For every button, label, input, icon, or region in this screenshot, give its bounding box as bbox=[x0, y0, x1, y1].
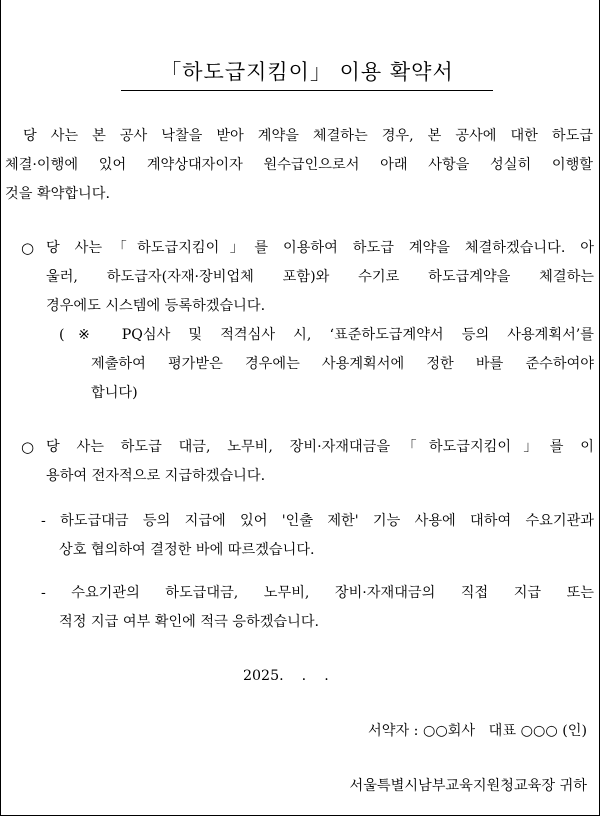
intro-line: 체결·이행에 있어 계약상대자이자 원수급인으로서 아래 사항을 성실히 이행할 bbox=[5, 157, 593, 173]
section2-line: 용하여 전자적으로 지급하겠습니다. bbox=[46, 468, 266, 484]
section1-note-line: (※ PQ심사 및 적격심사 시, ‘표준하도급계약서 등의 사용계획서’를 bbox=[59, 327, 594, 343]
section2-sub-line: - 하도급대금 등의 지급에 있어 '인출 제한' 기능 사용에 대하여 수요기관과 bbox=[41, 513, 594, 529]
section1-note-line: 제출하여 평가받은 경우에는 사용계획서에 정한 바를 준수하여야 bbox=[91, 356, 594, 372]
intro-line: 당 사는 본 공사 낙찰을 받아 계약을 체결하는 경우, 본 공사에 대한 하도급 bbox=[23, 128, 593, 144]
section1-line: 경우에도 시스템에 등록하겠습니다. bbox=[46, 298, 266, 314]
section2-sub-line: 적정 지급 여부 확인에 적극 응하겠습니다. bbox=[59, 614, 320, 630]
section2-sub-line: - 수요기관의 하도급대금, 노무비, 장비·자재대금의 직접 지급 또는 bbox=[41, 585, 594, 601]
section1-line: 울러, 하도급자(자재·장비업체 포함)와 수기로 하도급계약을 체결하는 bbox=[46, 269, 594, 285]
signer-line: 서약자 : ○○회사 대표 ○○○ (인) bbox=[368, 723, 587, 739]
section1-line: 당 사는「하도급지킴이」를 이용하여 하도급 계약을 체결하겠습니다. 아 bbox=[46, 240, 594, 256]
document-title: 「하도급지킴이」 이용 확약서 bbox=[121, 56, 493, 91]
intro-line: 것을 확약합니다. bbox=[5, 186, 110, 202]
recipient-line: 서울특별시남부교육지원청교육장 귀하 bbox=[349, 778, 587, 794]
section2-sub-line: 상호 협의하여 결정한 바에 따르겠습니다. bbox=[59, 542, 315, 558]
circle-bullet-icon: ○ bbox=[21, 239, 35, 257]
section2-line: 당 사는 하도급 대금, 노무비, 장비·자재대금을「하도급지킴이」를 이 bbox=[46, 439, 594, 455]
circle-bullet-icon: ○ bbox=[21, 438, 35, 456]
section1-note-line: 합니다) bbox=[91, 385, 138, 401]
date-line: 2025. . . bbox=[243, 668, 329, 684]
